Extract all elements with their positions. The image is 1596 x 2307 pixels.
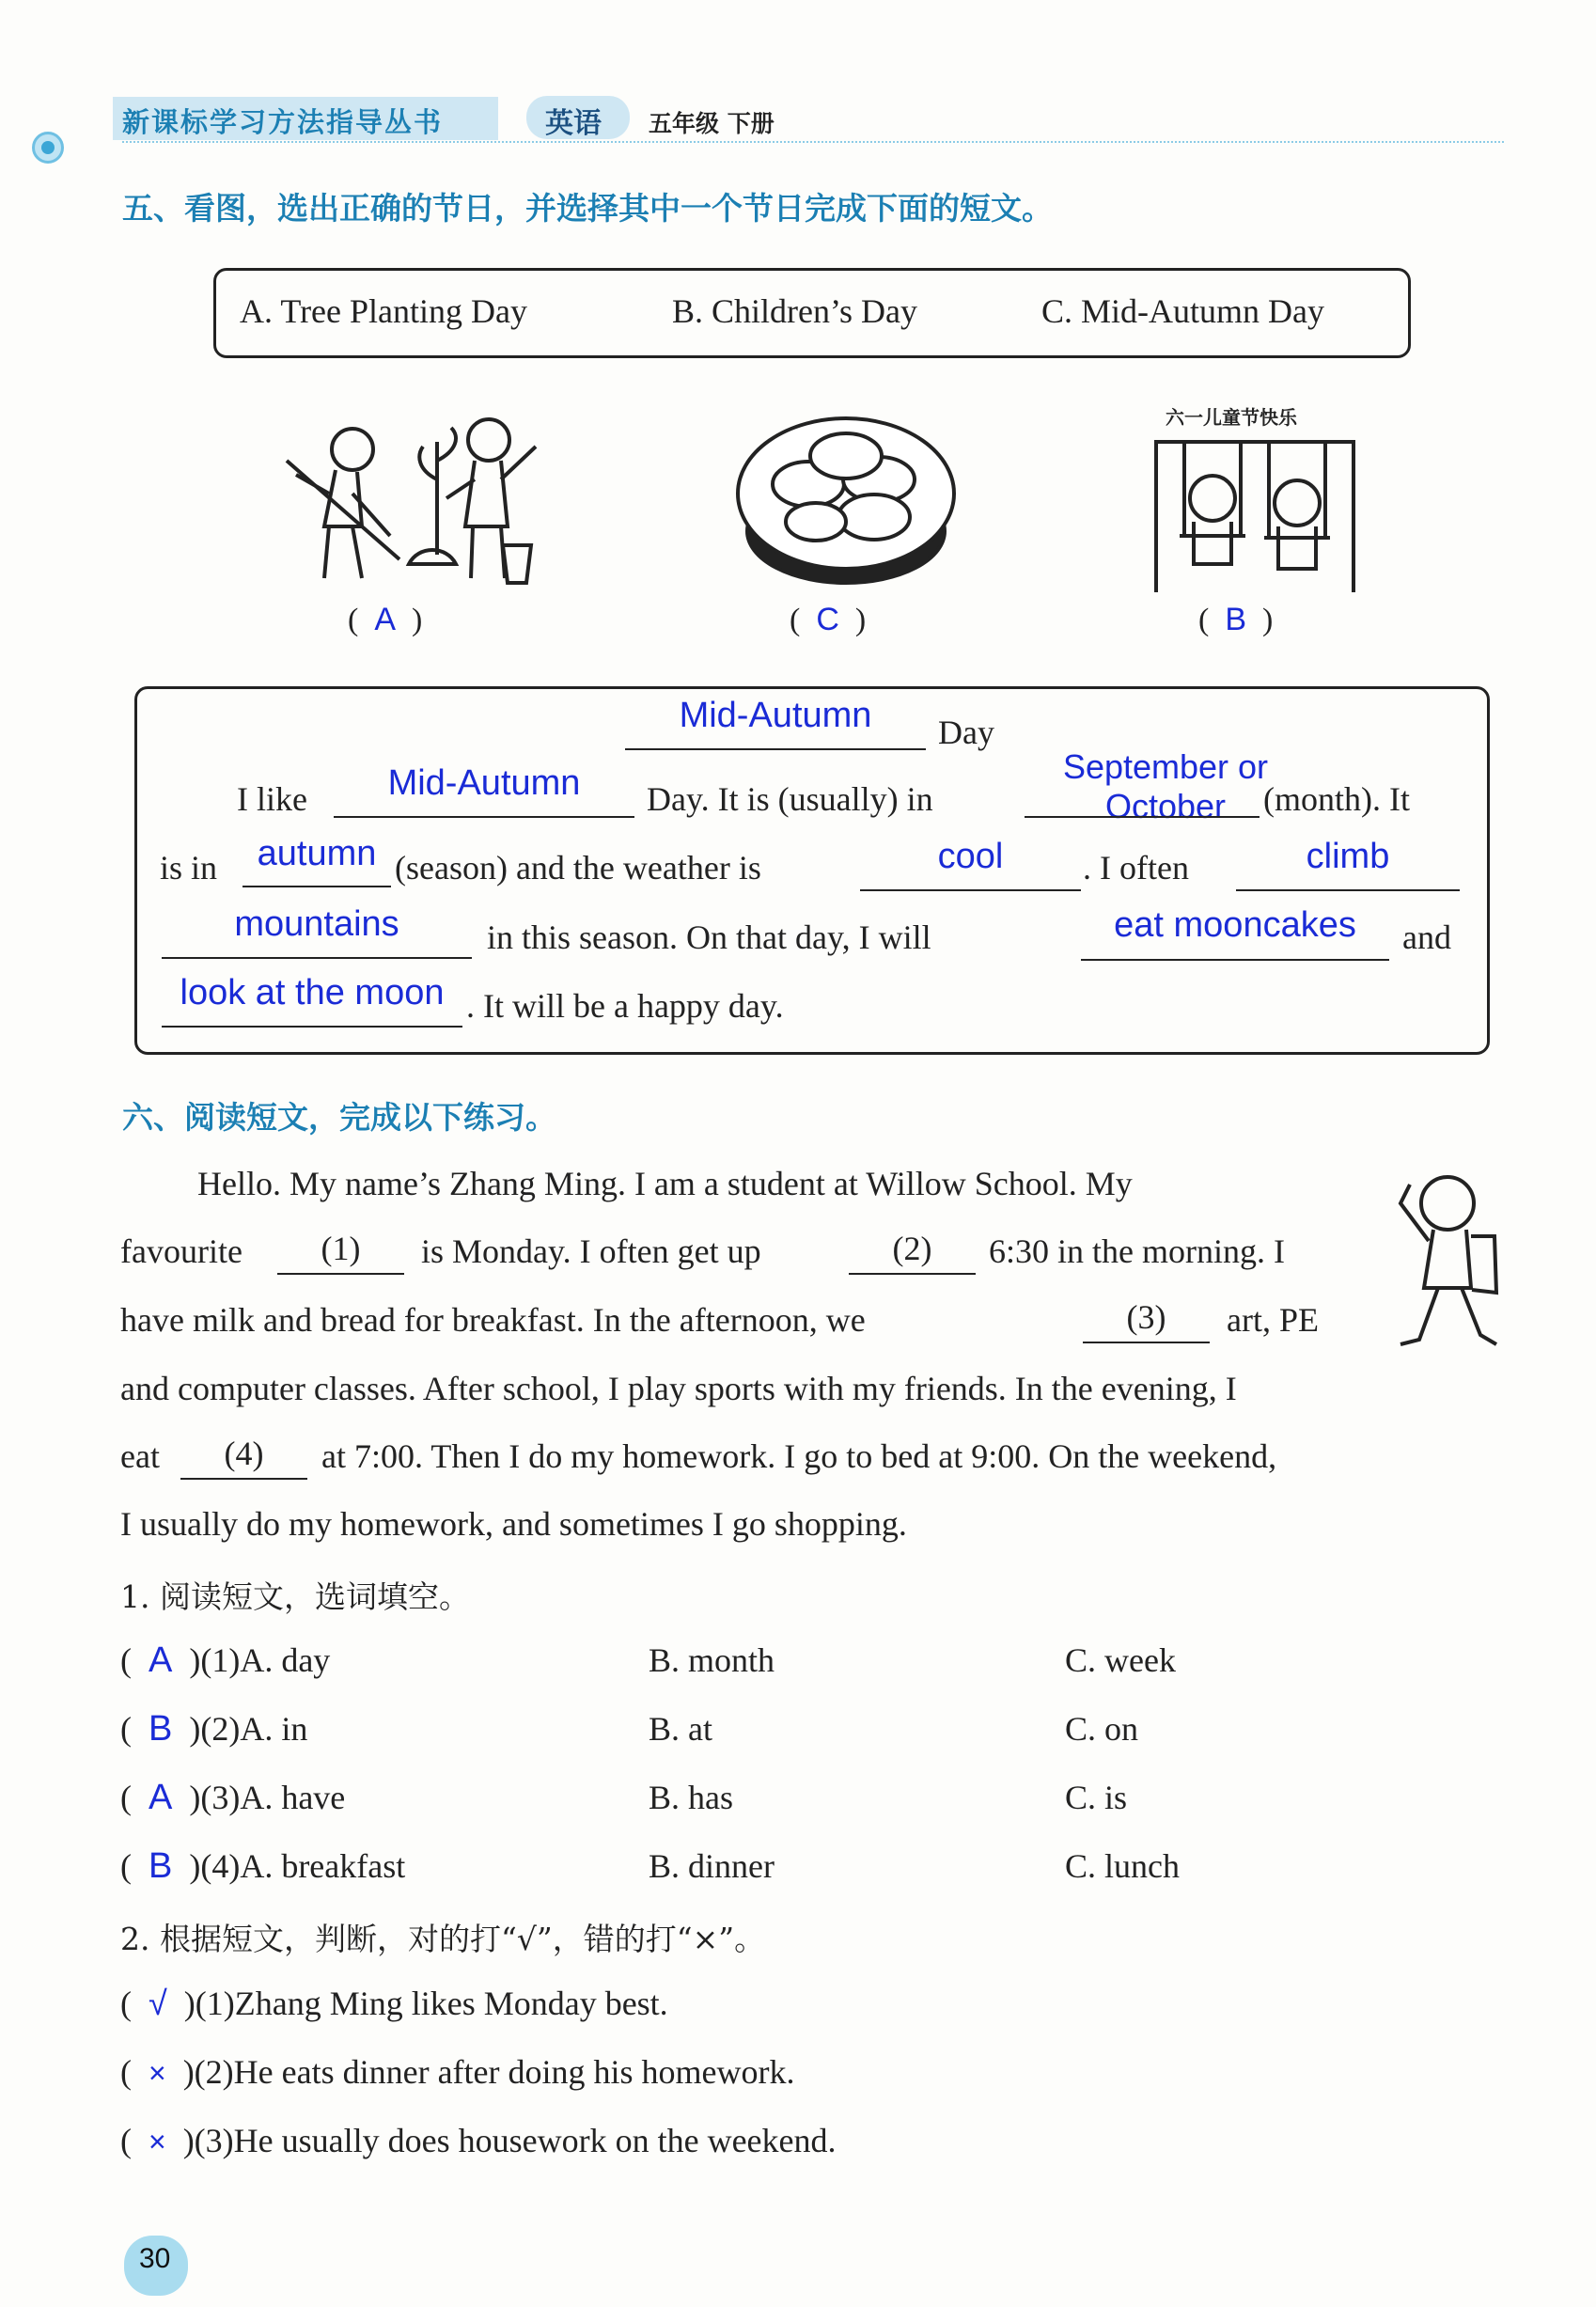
passage-line: Hello. My name’s Zhang Ming. I am a student at Willow School. My xyxy=(197,1165,1133,1202)
option-b: B. Children’s Day xyxy=(672,292,917,330)
q1-option-a: )(2)A. in xyxy=(189,1710,308,1748)
passage-line: at 7:00. Then I do my homework. I go to bed at 9:00. On the weekend, xyxy=(321,1437,1277,1475)
q2-statement: )(3)He usually does housework on the weekend. xyxy=(182,2122,837,2159)
q1-row: ( A )(3)A. have xyxy=(120,1778,346,1817)
q1-option-c: C. lunch xyxy=(1065,1847,1180,1885)
story-fill-5: climb xyxy=(1306,837,1390,876)
story-text: . I often xyxy=(1083,849,1189,887)
passage-line: have milk and bread for breakfast. In the afternoon, we xyxy=(120,1301,866,1339)
blank-line xyxy=(277,1273,404,1275)
picture-b-answer: B xyxy=(1225,602,1247,637)
student-icon xyxy=(1391,1166,1513,1354)
passage-line: art, PE xyxy=(1227,1301,1319,1339)
q1-option-c: C. on xyxy=(1065,1710,1139,1748)
q2-statement: )(2)He eats dinner after doing his homework. xyxy=(182,2053,795,2091)
q1-option-b: B. at xyxy=(649,1710,712,1748)
blank-line xyxy=(180,1478,307,1480)
q1-row: ( B )(4)A. breakfast xyxy=(120,1846,406,1886)
q1-answer: A xyxy=(149,1778,173,1817)
picture-c-answer: C xyxy=(816,602,839,637)
q1-answer: A xyxy=(149,1640,173,1680)
blank-line xyxy=(243,886,391,887)
story-text: in this season. On that day, I will xyxy=(487,918,931,956)
story-text: I like xyxy=(237,780,307,818)
passage-line: 6:30 in the morning. I xyxy=(989,1232,1285,1270)
blank-line xyxy=(1083,1342,1210,1343)
page-number: 30 xyxy=(139,2243,171,2274)
story-fill-7: eat mooncakes xyxy=(1114,905,1356,945)
q1-option-b: B. month xyxy=(649,1641,775,1679)
children-swing-icon xyxy=(1142,432,1368,597)
blank-line xyxy=(334,816,634,818)
q1-option-c: C. is xyxy=(1065,1779,1128,1816)
blank-2-label: (2) xyxy=(892,1230,932,1267)
blank-line xyxy=(1236,889,1460,891)
picture-a-bracket: ( A ) xyxy=(348,602,423,637)
q2-row: ( √ )(1)Zhang Ming likes Monday best. xyxy=(120,1984,668,2022)
q1-option-b: B. has xyxy=(649,1779,733,1816)
option-c: C. Mid-Autumn Day xyxy=(1041,292,1324,330)
blank-line xyxy=(162,1026,462,1028)
passage-line: I usually do my homework, and sometimes I go shopping. xyxy=(120,1505,907,1543)
passage-line: and computer classes. After school, I play sports with my friends. In the evening, I xyxy=(120,1370,1237,1407)
q2-answer: √ xyxy=(149,1984,167,2022)
q1-option-a: )(1)A. day xyxy=(189,1641,331,1679)
story-text: and xyxy=(1402,918,1451,956)
story-title-fill: Mid-Autumn xyxy=(679,696,872,735)
story-fill-2: September or October xyxy=(1062,747,1269,825)
q1-answer: B xyxy=(149,1709,173,1749)
blank-1-label: (1) xyxy=(321,1230,361,1267)
tree-planting-icon xyxy=(258,404,550,592)
story-fill-3: autumn xyxy=(257,834,377,873)
picture-c-bracket: ( C ) xyxy=(790,602,867,637)
series-title: 新课标学习方法指导丛书 xyxy=(122,106,444,138)
mooncakes-icon xyxy=(733,400,959,588)
passage-line: favourite xyxy=(120,1232,243,1270)
story-fill-6: mountains xyxy=(234,904,399,944)
header-ornament-icon xyxy=(32,132,64,164)
header-divider xyxy=(122,141,1504,143)
story-title-suffix: Day xyxy=(938,714,994,751)
q2-answer: × xyxy=(149,2125,166,2158)
q2-row: ( × )(2)He eats dinner after doing his homework. xyxy=(120,2053,795,2091)
q1-option-b: B. dinner xyxy=(649,1847,775,1885)
grade-label: 五年级 下册 xyxy=(649,110,775,137)
story-fill-8: look at the moon xyxy=(180,973,445,1012)
blank-line xyxy=(1025,816,1260,818)
q1-row: ( B )(2)A. in xyxy=(120,1709,308,1749)
blank-line xyxy=(625,748,926,750)
q1-option-a: )(3)A. have xyxy=(189,1779,346,1816)
q1-option-c: C. week xyxy=(1065,1641,1176,1679)
poster-text: 六一儿童节快乐 xyxy=(1166,406,1297,429)
blank-line xyxy=(860,889,1081,891)
story-text: (month). It xyxy=(1263,780,1410,818)
story-fill-1: Mid-Autumn xyxy=(387,763,581,803)
question1-title: 1. 阅读短文，选词填空。 xyxy=(120,1578,470,1615)
question2-title: 2. 根据短文，判断，对的打“√”，错的打“×”。 xyxy=(120,1921,766,1957)
q1-row: ( A )(1)A. day xyxy=(120,1640,331,1680)
story-text: Day. It is (usually) in xyxy=(647,780,933,818)
blank-line xyxy=(849,1273,976,1275)
q2-answer: × xyxy=(149,2056,166,2090)
q2-row: ( × )(3)He usually does housework on the weekend. xyxy=(120,2122,837,2159)
option-a: A. Tree Planting Day xyxy=(240,292,527,330)
picture-a-answer: A xyxy=(374,602,397,637)
passage-line: eat xyxy=(120,1437,160,1475)
section5-title: 五、看图，选出正确的节日，并选择其中一个节日完成下面的短文。 xyxy=(122,190,1053,227)
subject-label: 英语 xyxy=(545,107,602,140)
blank-line xyxy=(162,957,472,959)
picture-b-bracket: ( B ) xyxy=(1198,602,1274,637)
blank-4-label: (4) xyxy=(224,1435,264,1472)
story-text: is in xyxy=(160,849,218,887)
blank-3-label: (3) xyxy=(1126,1298,1166,1336)
passage-line: is Monday. I often get up xyxy=(421,1232,761,1270)
section6-title: 六、阅读短文，完成以下练习。 xyxy=(122,1099,556,1136)
q1-answer: B xyxy=(149,1846,173,1886)
story-fill-4: cool xyxy=(937,837,1004,876)
story-text: (season) and the weather is xyxy=(395,849,761,887)
q1-option-a: )(4)A. breakfast xyxy=(189,1847,406,1885)
story-text: . It will be a happy day. xyxy=(466,987,784,1025)
blank-line xyxy=(1081,959,1389,961)
q2-statement: )(1)Zhang Ming likes Monday best. xyxy=(183,1985,668,2022)
